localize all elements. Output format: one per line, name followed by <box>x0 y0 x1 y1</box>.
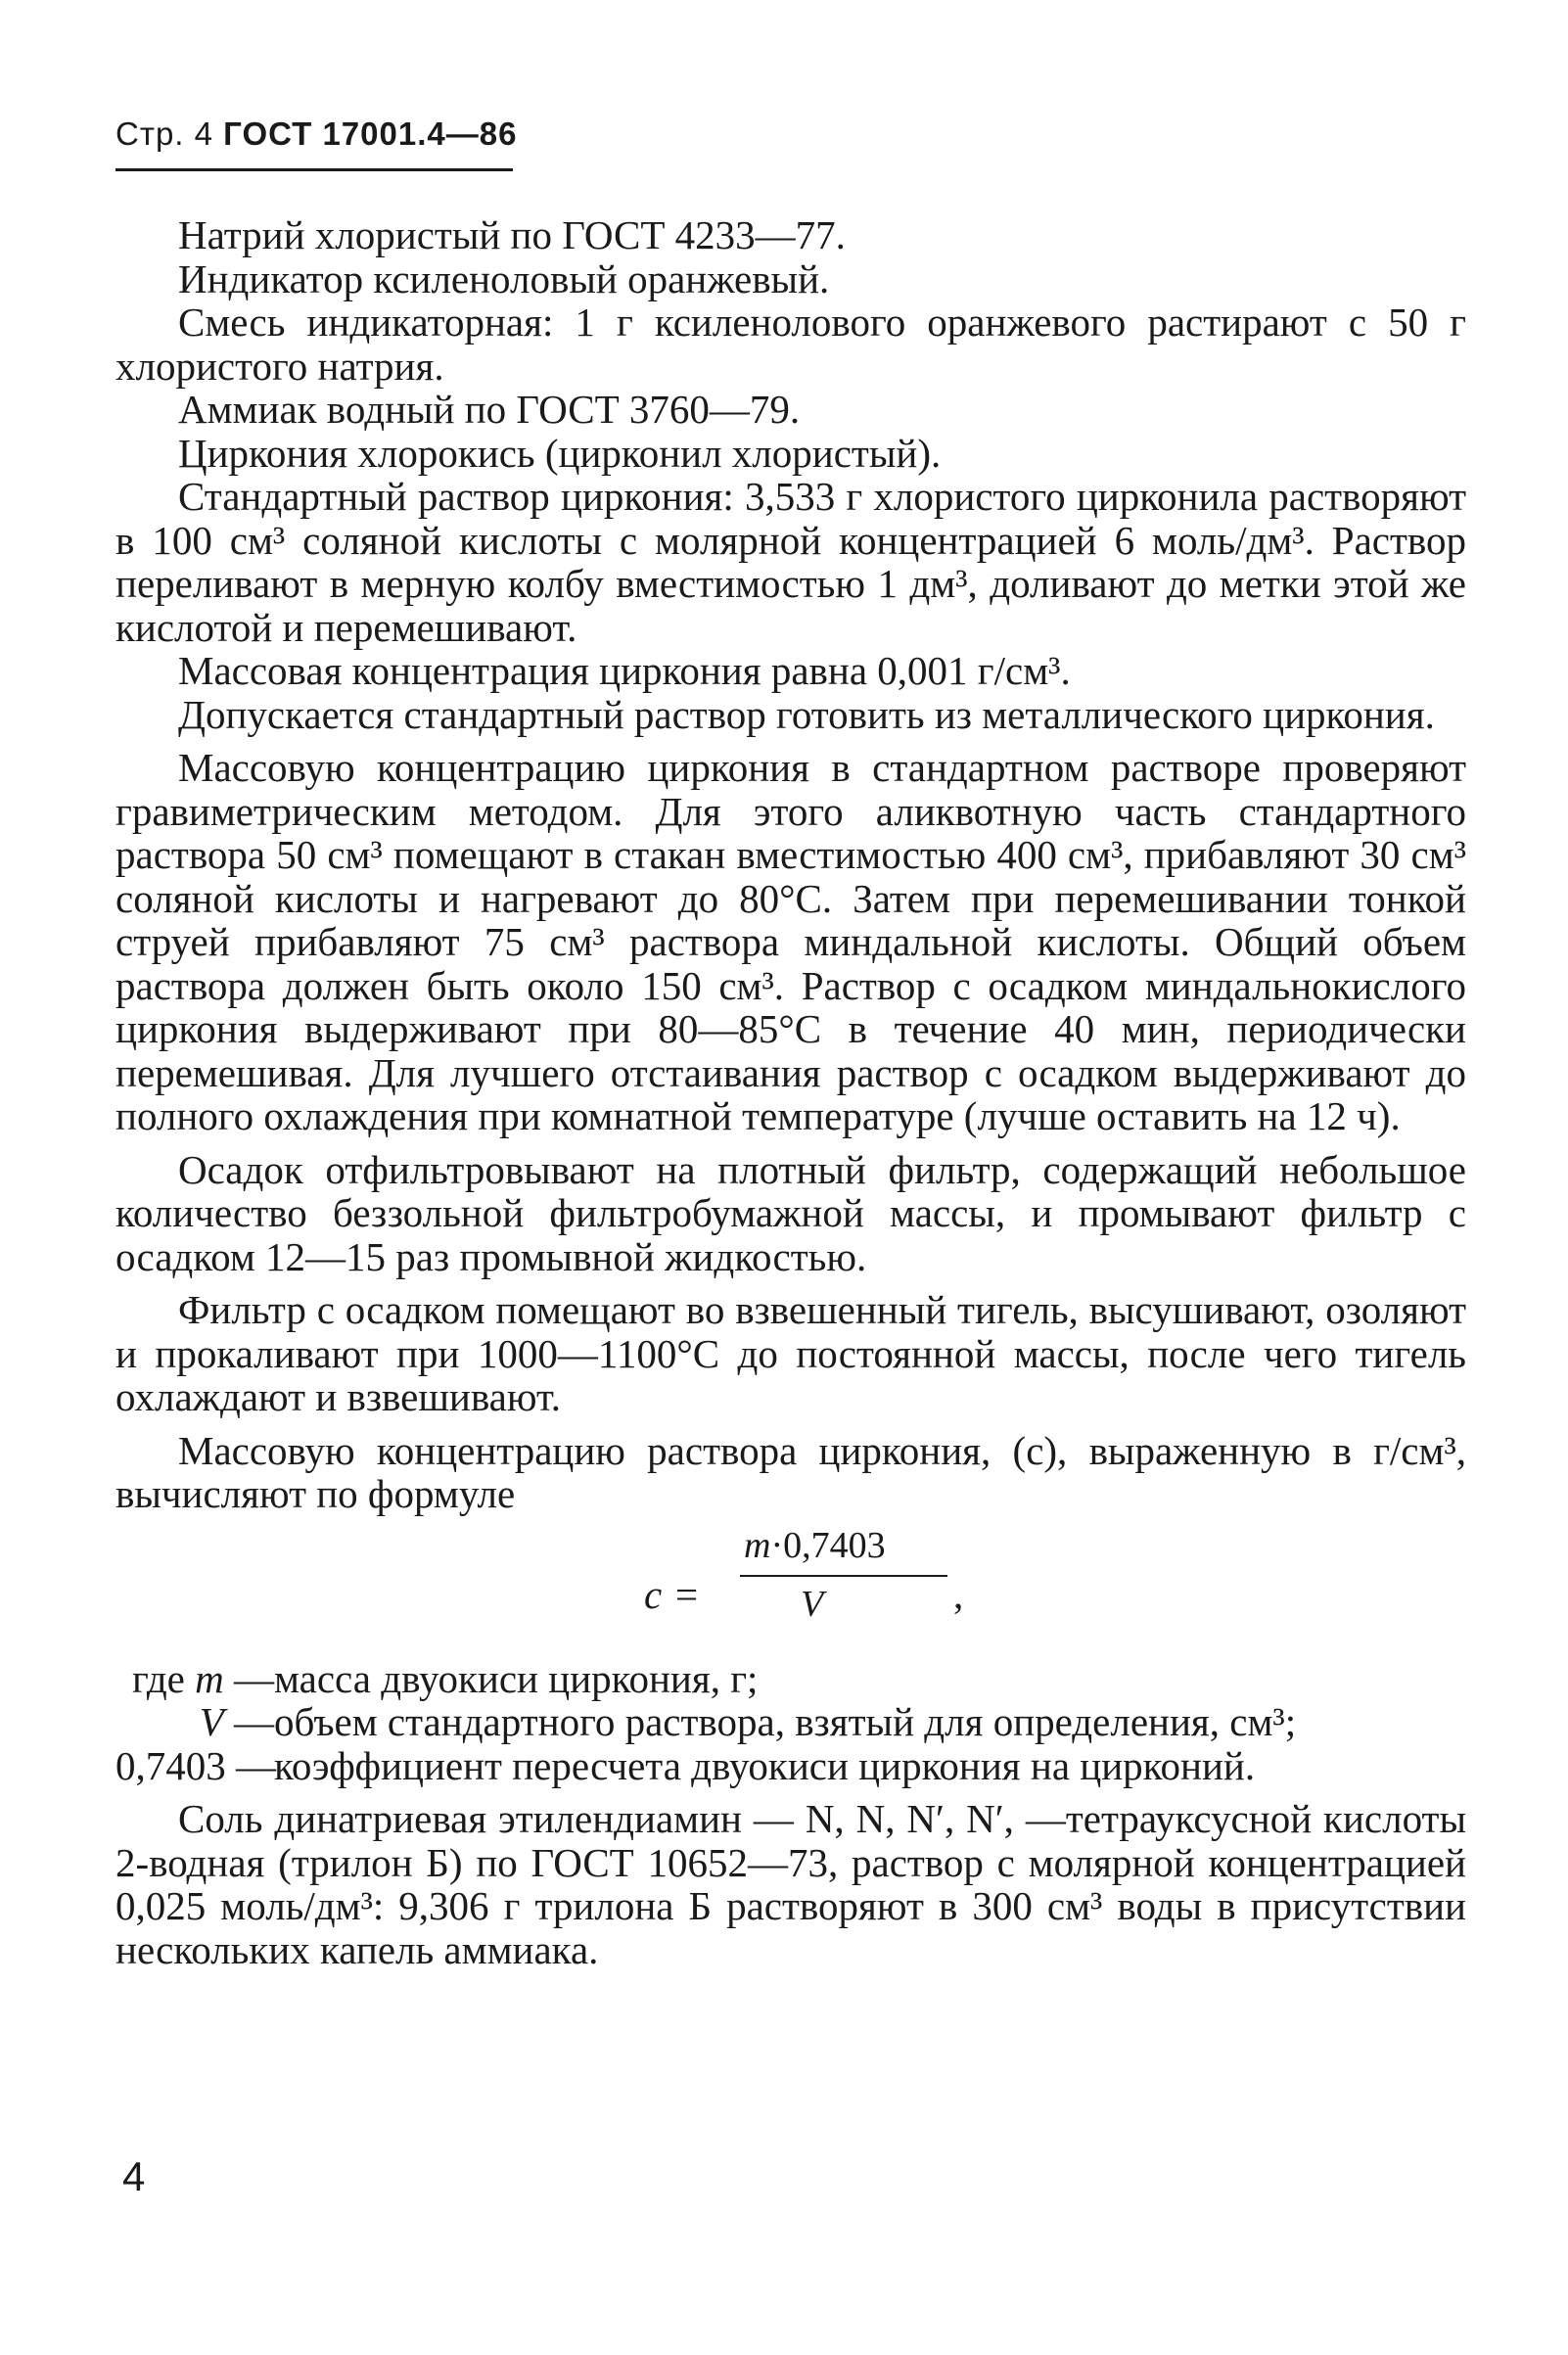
legend-intro: где <box>132 1655 185 1701</box>
formula-numerator-rest: ·0,7403 <box>770 1524 886 1566</box>
paragraph-gravimetric-check: Массовую концентрацию циркония в стандартном растворе проверяют гравиметрическим методом. Для этого аликвотную часть стандартного раствора 50 см³ помещают в стакан вместимостью 400 см³, прибавляют 30 см³ соляной кислоты и нагревают до 80°C. Затем при перемешивании тонкой струей прибавляют 75 см³ раствора миндальной кислоты. Общий объем раствора должен быть около 150 см³. Раствор с осадком миндальнокислого циркония выдерживают при 80—85°C в течение 40 мин, периодически перемешивая. Для лучшего отстаивания раствор с осадком выдерживают до полного охлаждения при комнатной температуре (лучше оставить на 12 ч). <box>115 745 1466 1138</box>
paragraph-ammonia: Аммиак водный по ГОСТ 3760—79. <box>178 387 801 432</box>
legend-row <box>115 1700 1466 1744</box>
legend-symbol-m <box>115 1657 274 1701</box>
paragraph-metallic-zirconium: Допускается стандартный раствор готовить из металлического циркония. <box>178 691 1435 737</box>
paragraph-sodium-chloride: Натрий хлористый по ГОСТ 4233—77. <box>178 212 846 257</box>
formula-numerator <box>744 1524 886 1568</box>
legend-row <box>115 1657 1466 1701</box>
page-label: Стр. 4 <box>115 115 213 152</box>
paragraph-formula-intro: Массовую концентрацию раствора циркония, (c), выраженную в г/см³, вычисляют по формуле <box>115 1427 1466 1516</box>
legend-row <box>115 1744 1466 1788</box>
paragraph-zirconium-oxychloride: Циркония хлорокись (цирконил хлористый). <box>178 430 942 476</box>
standard-number: ГОСТ 17001.4—86 <box>223 115 518 152</box>
paragraph-ignition: Фильтр с осадком помещают во взвешенный тигель, высушивают, озоляют и прокаливают при 1000—1100°C до постоянной массы, после чего тигель охлаждают и взвешивают. <box>115 1287 1466 1419</box>
legend-symbol-text: V <box>199 1699 224 1744</box>
legend-symbol-text: 0,7403 <box>115 1742 226 1788</box>
legend-symbol-text: m <box>195 1655 224 1701</box>
paragraph-indicator-mix: Смесь индикаторная: 1 г ксиленолового оранжевого растирают с 50 г хлористого натрия. <box>115 300 1466 389</box>
formula <box>115 1522 1466 1651</box>
page-header <box>115 115 517 153</box>
paragraph-standard-solution: Стандартный раствор циркония: 3,533 г хлористого цирконила растворяют в 100 см³ соляной кислоты с молярной концентрацией 6 моль/дм³. Раствор переливают в мерную колбу вместимостью 1 дм³, доливают до метки этой же кислотой и перемешивают. <box>115 474 1466 650</box>
formula-numerator-var: m <box>744 1524 771 1566</box>
legend-text: коэффициент пересчета двуокиси циркония на цирконий. <box>274 1742 1256 1788</box>
legend-symbol-v <box>115 1700 274 1744</box>
formula-legend <box>115 1657 1466 1788</box>
formula-lhs: c <box>644 1571 663 1617</box>
paragraph-filtration: Осадок отфильтровывают на плотный фильтр, содержащий небольшое количество беззольной фильтробумажной массы, и промывают фильтр с осадком 12—15 раз промывной жидкостью. <box>115 1146 1466 1279</box>
paragraph-mass-concentration: Массовая концентрация циркония равна 0,001 г/см³. <box>178 648 1071 693</box>
formula-fraction-bar <box>740 1575 947 1577</box>
legend-dash: — <box>223 1655 274 1701</box>
formula-denominator: V <box>801 1583 824 1625</box>
legend-dash: — <box>223 1699 274 1744</box>
legend-dash: — <box>225 1742 276 1788</box>
paragraph-indicator: Индикатор ксиленоловый оранжевый. <box>178 255 830 301</box>
page-number: 4 <box>122 2153 146 2199</box>
formula-trailing-comma: , <box>953 1571 964 1617</box>
document-body <box>115 213 1466 1971</box>
formula-equals: = <box>675 1571 699 1617</box>
header-rule <box>115 168 513 171</box>
legend-text: масса двуокиси циркония, г; <box>274 1655 759 1701</box>
paragraph-trilon-b: Соль динатриевая этилендиамин — N, N, N′, N′, —тетрауксусной кислоты 2-водная (трилон Б) по ГОСТ 10652—73, раствор с молярной концентрацией 0,025 моль/дм³: 9,306 г трилона Б растворяют в 300 см³ воды в присутствии нескольких капель аммиака. <box>115 1796 1466 1972</box>
legend-text: объем стандартного раствора, взятый для определения, см³; <box>274 1699 1297 1744</box>
legend-symbol-coefficient <box>115 1744 274 1788</box>
